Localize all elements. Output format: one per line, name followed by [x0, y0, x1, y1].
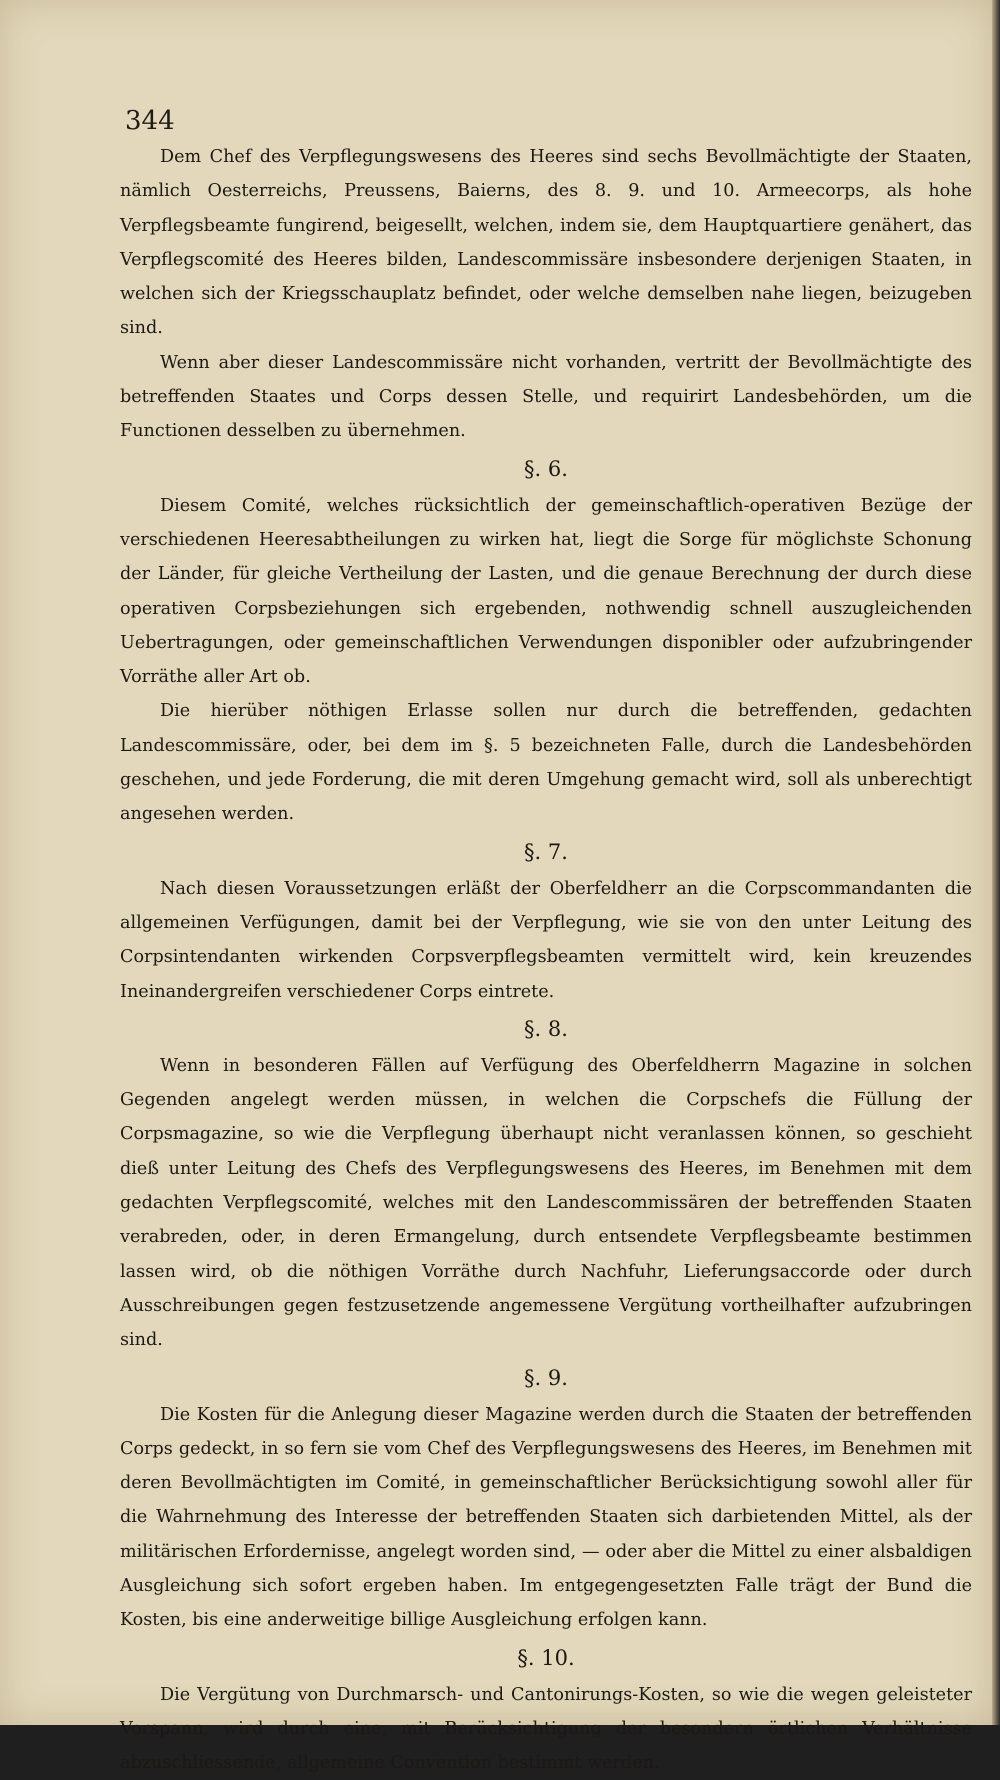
paragraph: Nach diesen Voraussetzungen erläßt der Oberfeldherr an die Corpscommandanten die allgemeinen Verfügungen, damit bei der Verpflegung, wie sie von den unter Leitung des Corpsintendanten wirkenden Corpsverpflegsbeamten vermittelt wird, kein kreuzendes Ineinandergreifen verschiedener Corps eintrete. — [120, 878, 972, 1002]
section-heading: §. 8. — [524, 1016, 568, 1041]
paragraph: Wenn in besonderen Fällen auf Verfügung des Oberfeldherrn Magazine in solchen Gegenden angelegt werden müssen, in welchen die Corpschefs die Füllung der Corpsmagazine, so wie die Verpflegung überhaupt nicht veranlassen können, so geschieht dieß unter Leitung des Chefs des Verpflegungswesens des Heeres, im Benehmen mit dem gedachten Verpflegscomité, welches mit den Landescommissären der betreffenden Staaten verabreden, oder, in deren Ermangelung, durch entsendete Verpflegsbeamte bestimmen lassen wird, ob die nöthigen Vorräthe durch Nachfuhr, Lieferungsaccorde oder durch Ausschreibungen gegen festzusetzende angemessene Vergütung vortheilhafter aufzubringen sind. — [120, 1055, 972, 1351]
page-number: 344 — [125, 106, 175, 136]
paragraph: Diesem Comité, welches rücksichtlich der gemeinschaftlich-operativen Bezüge der verschiedenen Heeresabtheilungen zu wirken hat, liegt die Sorge für möglichste Schonung der Länder, für gleiche Vertheilung der Lasten, und die genaue Berechnung der durch diese operativen Corpsbeziehungen sich ergebenden, nothwendig schnell auszugleichenden Uebertragungen, oder gemeinschaftlichen Verwendungen disponibler oder aufzubringender Vorräthe aller Art ob. — [120, 495, 972, 688]
paragraph: Die Vergütung von Durchmarsch- und Cantonirungs-Kosten, so wie die wegen geleisteter Vorspann, wird durch eine, mit Berücksichtigung der besondern örtlichen Verhältnisse abzuschliessende, allgemeine Convention bestimmt werden. — [120, 1684, 972, 1774]
section-heading: §. 9. — [524, 1365, 568, 1390]
page-body — [120, 140, 972, 1780]
page-edge — [992, 0, 1000, 1725]
paragraph: Die hierüber nöthigen Erlasse sollen nur durch die betreffenden, gedachten Landescommissäre, oder, bei dem im §. 5 bezeichneten Falle, durch die Landesbehörden geschehen, und jede Forderung, die mit deren Umgehung gemacht wird, soll als unberechtigt angesehen werden. — [120, 701, 972, 825]
paragraph: Dem Chef des Verpflegungswesens des Heeres sind sechs Bevollmächtigte der Staaten, nämlich Oesterreichs, Preussens, Baierns, des 8. 9. und 10. Armeecorps, als hohe Verpflegsbeamte fungirend, beigesellt, welchen, indem sie, dem Hauptquartiere genähert, das Verpflegscomité des Heeres bilden, Landescommissäre insbesondere derjenigen Staaten, in welchen sich der Kriegsschauplatz befindet, oder welche demselben nahe liegen, beizugeben sind. — [120, 147, 972, 339]
section-heading: §. 7. — [524, 839, 568, 864]
paragraph: Wenn aber dieser Landescommissäre nicht vorhanden, vertritt der Bevollmächtigte des betreffenden Staates und Corps dessen Stelle, und requirirt Landesbehörden, um die Functionen desselben zu übernehmen. — [120, 352, 972, 442]
section-heading: §. 6. — [524, 456, 568, 481]
paragraph: Die Kosten für die Anlegung dieser Magazine werden durch die Staaten der betreffenden Corps gedeckt, in so fern sie vom Chef des Verpflegungswesens des Heeres, im Benehmen mit deren Bevollmächtigten im Comité, in gemeinschaftlicher Berücksichtigung sowohl aller für die Wahrnehmung des Interesse der betreffenden Staaten sich darbietenden Mittel, als der militärischen Erfordernisse, angelegt worden sind, — oder aber die Mittel zu einer alsbaldigen Ausgleichung sich sofort ergeben haben. Im entgegengesetzten Falle trägt der Bund die Kosten, bis eine anderweitige billige Ausgleichung erfolgen kann. — [120, 1404, 972, 1631]
section-heading: §. 10. — [517, 1645, 575, 1670]
